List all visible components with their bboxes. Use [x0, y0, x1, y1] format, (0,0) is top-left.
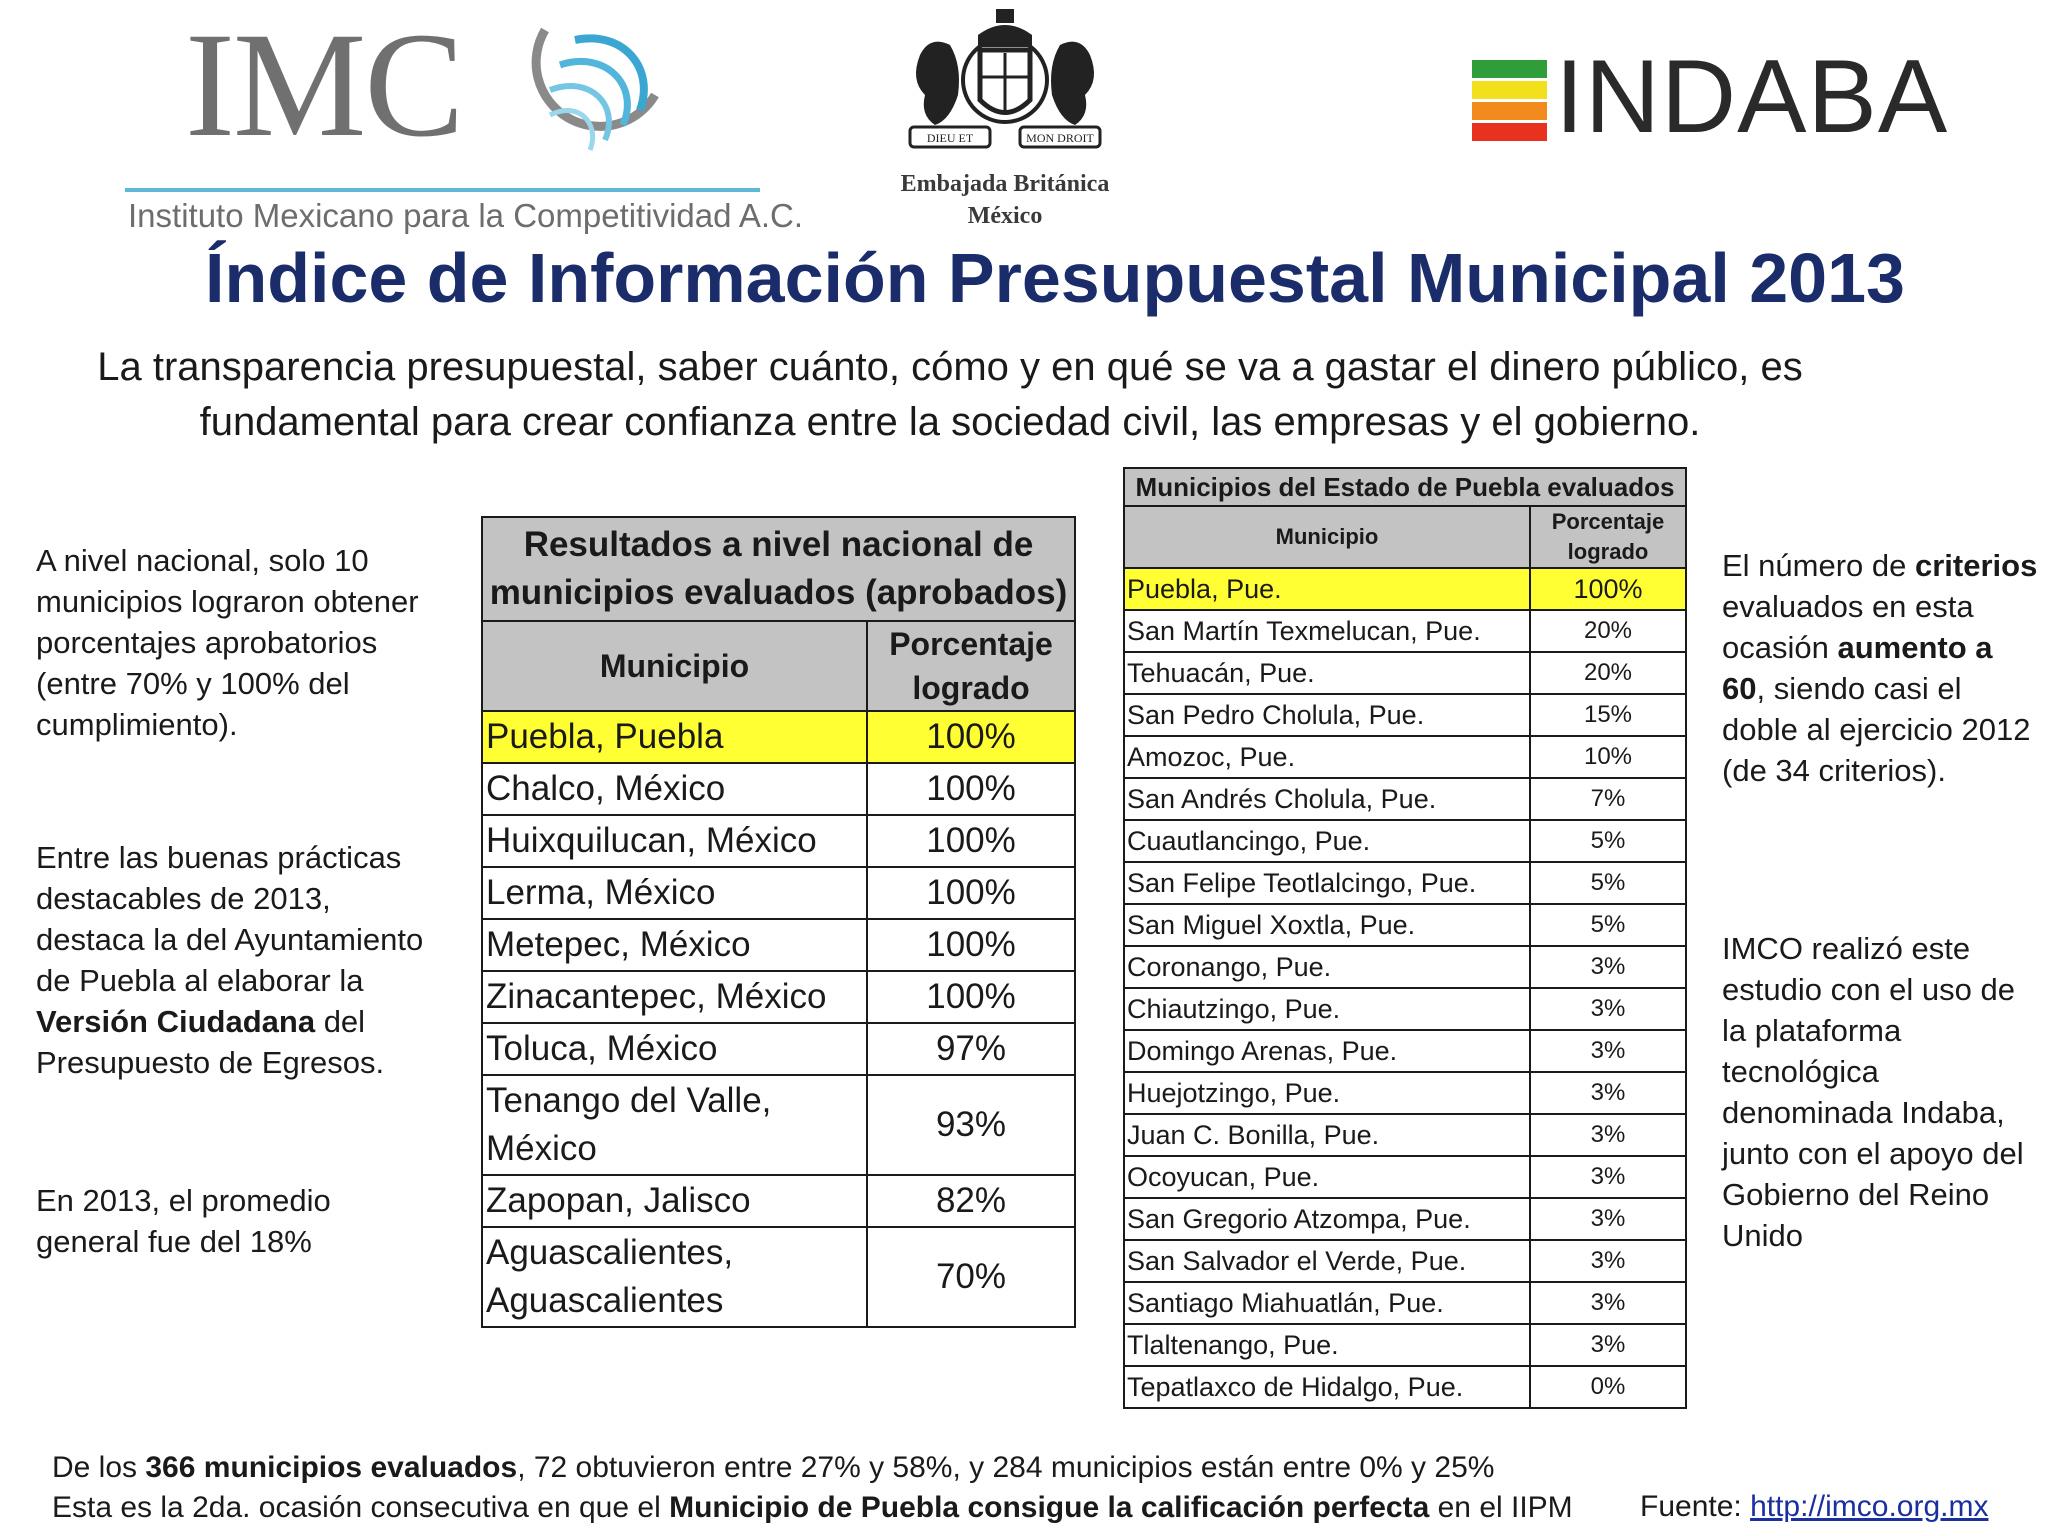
right-note-1-e: , siendo casi el doble al ejercicio 2012 (de 34 criterios). [1722, 671, 2031, 788]
puebla-porcentaje-cell: 15% [1530, 694, 1686, 736]
puebla-porcentaje-cell: 10% [1530, 736, 1686, 778]
puebla-row [1124, 1366, 1686, 1408]
national-row [482, 1075, 1075, 1175]
embassy-line-1: Embajada Británica [900, 171, 1110, 197]
national-municipio-cell: Tenango del Valle, México [482, 1075, 867, 1175]
puebla-municipio-cell: San Salvador el Verde, Pue. [1124, 1240, 1530, 1282]
puebla-municipio-cell: Tepatlaxco de Hidalgo, Pue. [1124, 1366, 1530, 1408]
right-note-1-c: evaluados en esta ocasión [1722, 589, 1974, 665]
puebla-municipio-cell: Cuautlancingo, Pue. [1124, 820, 1530, 862]
puebla-row [1124, 736, 1686, 778]
puebla-row [1124, 1072, 1686, 1114]
footer-2-c: en el IIPM [1429, 1491, 1573, 1524]
puebla-municipio-cell: Amozoc, Pue. [1124, 736, 1530, 778]
puebla-municipio-cell: Huejotzingo, Pue. [1124, 1072, 1530, 1114]
puebla-row [1124, 694, 1686, 736]
national-row [482, 919, 1075, 971]
embassy-label [885, 168, 1125, 232]
puebla-municipio-cell: San Felipe Teotlalcingo, Pue. [1124, 862, 1530, 904]
puebla-municipio-cell: Chiautzingo, Pue. [1124, 988, 1530, 1030]
puebla-row [1124, 1282, 1686, 1324]
puebla-porcentaje-cell: 3% [1530, 1156, 1686, 1198]
puebla-col-municipio: Municipio [1124, 506, 1530, 568]
national-col-municipio: Municipio [482, 621, 867, 711]
puebla-porcentaje-cell: 5% [1530, 904, 1686, 946]
imco-swirl-logo [505, 0, 665, 160]
national-porcentaje-cell: 100% [867, 815, 1075, 867]
national-municipio-cell: Zinacantepec, México [482, 971, 867, 1023]
right-note-1-d: aumento a 60 [1722, 630, 1993, 706]
footer-2-a: Esta es la 2da. ocasión consecutiva en que el [52, 1491, 670, 1524]
left-note-national: A nivel nacional, solo 10 municipios lograron obtener porcentajes aprobatorios (entre 70% y 100% del cumplimiento). [36, 543, 419, 742]
national-row [482, 867, 1075, 919]
imco-subtitle: Instituto Mexicano para la Competitividad A.C. [128, 197, 804, 234]
national-row [482, 1227, 1075, 1327]
puebla-row [1124, 1198, 1686, 1240]
national-porcentaje-cell: 100% [867, 971, 1075, 1023]
page-title: Índice de Información Presupuestal Municipal 2013 [205, 239, 1905, 317]
puebla-col-porcentaje: Porcentaje logrado [1530, 506, 1686, 568]
right-note-criteria [1722, 545, 2042, 791]
puebla-municipio-cell: San Gregorio Atzompa, Pue. [1124, 1198, 1530, 1240]
national-table-body [482, 711, 1075, 1327]
puebla-porcentaje-cell: 20% [1530, 610, 1686, 652]
puebla-porcentaje-cell: 3% [1530, 946, 1686, 988]
footer-1-b: 366 municipios evaluados [145, 1451, 518, 1484]
national-municipio-cell: Puebla, Puebla [482, 711, 867, 763]
right-note-1-b: criterios [1915, 548, 2038, 583]
national-municipio-cell: Chalco, México [482, 763, 867, 815]
puebla-row [1124, 988, 1686, 1030]
national-row [482, 763, 1075, 815]
puebla-porcentaje-cell: 3% [1530, 1240, 1686, 1282]
puebla-porcentaje-cell: 5% [1530, 862, 1686, 904]
left-note-2-after: del Presupuesto de Egresos. [36, 1004, 385, 1080]
puebla-porcentaje-cell: 3% [1530, 988, 1686, 1030]
puebla-porcentaje-cell: 3% [1530, 1324, 1686, 1366]
puebla-row [1124, 1030, 1686, 1072]
puebla-municipio-cell: San Martín Texmelucan, Pue. [1124, 610, 1530, 652]
national-porcentaje-cell: 93% [867, 1075, 1075, 1175]
national-porcentaje-cell: 97% [867, 1023, 1075, 1075]
footer-text [52, 1448, 1573, 1528]
puebla-porcentaje-cell: 3% [1530, 1198, 1686, 1240]
puebla-row [1124, 1114, 1686, 1156]
imco-logo-wordmark: IMC [185, 2, 463, 168]
intro-line-1: La transparencia presupuestal, saber cuánto, cómo y en qué se va a gastar el dinero público, es [97, 345, 1803, 389]
indaba-color-bars [1472, 60, 1547, 141]
puebla-row [1124, 946, 1686, 988]
puebla-porcentaje-cell: 3% [1530, 1030, 1686, 1072]
puebla-porcentaje-cell: 7% [1530, 778, 1686, 820]
puebla-row [1124, 862, 1686, 904]
imco-logo-rule [125, 188, 760, 192]
national-row [482, 815, 1075, 867]
national-porcentaje-cell: 100% [867, 867, 1075, 919]
puebla-porcentaje-cell: 3% [1530, 1072, 1686, 1114]
right-note-indaba: IMCO realizó este estudio con el uso de la plataforma tecnológica denominada Indaba, junto con el apoyo del Gobierno del Reino Unido [1722, 931, 2024, 1253]
puebla-municipio-cell: Ocoyucan, Pue. [1124, 1156, 1530, 1198]
puebla-municipio-cell: San Andrés Cholula, Pue. [1124, 778, 1530, 820]
puebla-municipio-cell: Puebla, Pue. [1124, 568, 1530, 610]
source-label: Fuente: [1640, 1490, 1751, 1523]
source-link[interactable]: http://imco.org.mx [1750, 1490, 1989, 1523]
crest-motto-right: MON DROIT [1026, 131, 1094, 145]
puebla-porcentaje-cell: 20% [1530, 652, 1686, 694]
footer-source [1640, 1490, 1988, 1524]
national-municipio-cell: Huixquilucan, México [482, 815, 867, 867]
national-row [482, 1175, 1075, 1227]
left-note-average: En 2013, el promedio general fue del 18% [36, 1183, 331, 1259]
footer-line-1 [52, 1448, 1573, 1488]
puebla-municipio-cell: San Pedro Cholula, Pue. [1124, 694, 1530, 736]
left-note-2-before: Entre las buenas prácticas destacables de 2013, destaca la del Ayuntamiento de Puebla al elaborar la [36, 840, 424, 998]
puebla-row [1124, 1240, 1686, 1282]
puebla-table-caption: Municipios del Estado de Puebla evaluados [1124, 468, 1686, 506]
national-porcentaje-cell: 82% [867, 1175, 1075, 1227]
puebla-row [1124, 652, 1686, 694]
footer-1-a: De los [52, 1451, 146, 1484]
indaba-bar-yellow [1472, 81, 1547, 99]
puebla-row [1124, 568, 1686, 610]
national-results-table [481, 516, 1076, 1328]
puebla-municipio-cell: Juan C. Bonilla, Pue. [1124, 1114, 1530, 1156]
national-municipio-cell: Toluca, México [482, 1023, 867, 1075]
footer-2-b: Municipio de Puebla consigue la calificación perfecta [669, 1491, 1430, 1524]
national-municipio-cell: Aguascalientes, Aguascalientes [482, 1227, 867, 1327]
national-porcentaje-cell: 70% [867, 1227, 1075, 1327]
national-row [482, 711, 1075, 763]
national-row [482, 971, 1075, 1023]
puebla-municipio-cell: Coronango, Pue. [1124, 946, 1530, 988]
national-porcentaje-cell: 100% [867, 763, 1075, 815]
puebla-municipalities-table [1123, 467, 1687, 1409]
puebla-municipio-cell: Tlaltenango, Pue. [1124, 1324, 1530, 1366]
right-note-1-a: El número de [1722, 548, 1915, 583]
puebla-porcentaje-cell: 100% [1530, 568, 1686, 610]
puebla-row [1124, 1324, 1686, 1366]
crest-motto-left: DIEU ET [926, 131, 974, 145]
puebla-municipio-cell: Tehuacán, Pue. [1124, 652, 1530, 694]
puebla-porcentaje-cell: 5% [1530, 820, 1686, 862]
puebla-table-body [1124, 568, 1686, 1408]
puebla-municipio-cell: Santiago Miahuatlán, Pue. [1124, 1282, 1530, 1324]
national-municipio-cell: Lerma, México [482, 867, 867, 919]
indaba-bar-orange [1472, 102, 1547, 120]
footer-1-c: , 72 obtuvieron entre 27% y 58%, y 284 municipios están entre 0% y 25% [517, 1451, 1495, 1484]
left-note-good-practices [36, 837, 446, 1083]
national-porcentaje-cell: 100% [867, 919, 1075, 971]
embassy-line-2: México [967, 203, 1043, 229]
left-note-2-bold: Versión Ciudadana [36, 1004, 316, 1039]
intro-text [60, 340, 1840, 450]
puebla-row [1124, 1156, 1686, 1198]
puebla-row [1124, 610, 1686, 652]
puebla-row [1124, 820, 1686, 862]
indaba-logo-wordmark: INDABA [1555, 39, 1949, 155]
puebla-municipio-cell: Domingo Arenas, Pue. [1124, 1030, 1530, 1072]
puebla-porcentaje-cell: 3% [1530, 1282, 1686, 1324]
national-table-caption: Resultados a nivel nacional de municipios evaluados (aprobados) [482, 517, 1075, 621]
national-col-porcentaje: Porcentaje logrado [867, 621, 1075, 711]
indaba-bar-red [1472, 123, 1547, 141]
indaba-bar-green [1472, 60, 1547, 78]
national-municipio-cell: Metepec, México [482, 919, 867, 971]
royal-coat-of-arms-icon [900, 5, 1110, 155]
national-municipio-cell: Zapopan, Jalisco [482, 1175, 867, 1227]
national-porcentaje-cell: 100% [867, 711, 1075, 763]
footer-line-2 [52, 1488, 1573, 1528]
puebla-row [1124, 778, 1686, 820]
puebla-municipio-cell: San Miguel Xoxtla, Pue. [1124, 904, 1530, 946]
intro-line-2: fundamental para crear confianza entre la sociedad civil, las empresas y el gobierno. [199, 400, 1701, 444]
national-row [482, 1023, 1075, 1075]
puebla-row [1124, 904, 1686, 946]
puebla-porcentaje-cell: 3% [1530, 1114, 1686, 1156]
puebla-porcentaje-cell: 0% [1530, 1366, 1686, 1408]
